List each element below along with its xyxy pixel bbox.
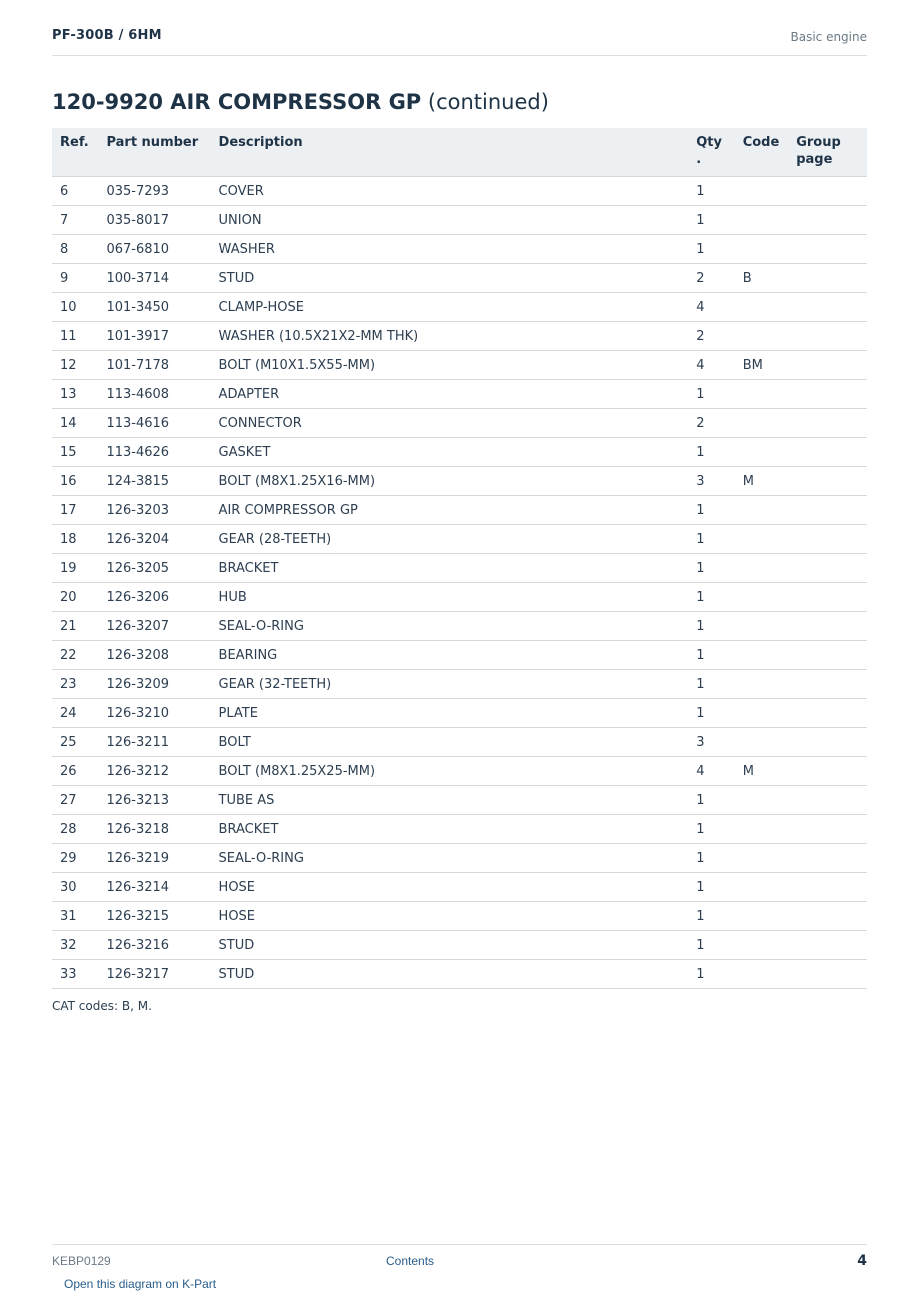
qty-cell: 1 — [688, 873, 734, 902]
group-page-cell — [788, 554, 867, 583]
group-page-cell — [788, 699, 867, 728]
group-page-cell — [788, 902, 867, 931]
ref-cell: 29 — [52, 844, 98, 873]
table-row — [52, 525, 867, 554]
page-footer — [52, 1244, 867, 1301]
part-number-cell: 126-3214 — [98, 873, 210, 902]
code-cell — [735, 206, 789, 235]
code-cell: BM — [735, 351, 789, 380]
page-number: 4 — [857, 1253, 867, 1269]
table-row — [52, 496, 867, 525]
qty-cell: 1 — [688, 786, 734, 815]
ref-cell: 28 — [52, 815, 98, 844]
group-page-cell — [788, 844, 867, 873]
code-cell — [735, 177, 789, 206]
ref-cell: 27 — [52, 786, 98, 815]
description-cell: CONNECTOR — [211, 409, 689, 438]
part-number-cell: 126-3205 — [98, 554, 210, 583]
code-cell — [735, 699, 789, 728]
part-number-cell: 126-3204 — [98, 525, 210, 554]
page-title — [52, 90, 549, 114]
ref-cell: 9 — [52, 264, 98, 293]
part-number-cell: 126-3207 — [98, 612, 210, 641]
description-cell: GEAR (32-TEETH) — [211, 670, 689, 699]
table-row — [52, 902, 867, 931]
table-row — [52, 757, 867, 786]
description-cell: BOLT — [211, 728, 689, 757]
code-cell — [735, 786, 789, 815]
ref-cell: 19 — [52, 554, 98, 583]
code-cell — [735, 235, 789, 264]
description-cell: SEAL-O-RING — [211, 612, 689, 641]
ref-cell: 21 — [52, 612, 98, 641]
ref-cell: 25 — [52, 728, 98, 757]
table-row — [52, 583, 867, 612]
part-number-cell: 113-4608 — [98, 380, 210, 409]
page-title-suffix: (continued) — [421, 90, 549, 114]
group-page-cell — [788, 728, 867, 757]
description-cell: BOLT (M8X1.25X25-MM) — [211, 757, 689, 786]
qty-cell: 1 — [688, 844, 734, 873]
description-cell: BEARING — [211, 641, 689, 670]
qty-cell: 4 — [688, 293, 734, 322]
group-page-cell — [788, 467, 867, 496]
group-page-cell — [788, 815, 867, 844]
part-number-cell: 126-3213 — [98, 786, 210, 815]
table-row — [52, 699, 867, 728]
group-page-cell — [788, 670, 867, 699]
group-page-cell — [788, 380, 867, 409]
qty-cell: 1 — [688, 699, 734, 728]
description-cell: HOSE — [211, 873, 689, 902]
qty-cell: 1 — [688, 235, 734, 264]
group-page-cell — [788, 525, 867, 554]
description-cell: TUBE AS — [211, 786, 689, 815]
table-row — [52, 351, 867, 380]
group-page-cell — [788, 264, 867, 293]
code-cell — [735, 583, 789, 612]
part-number-cell: 126-3203 — [98, 496, 210, 525]
part-number-cell: 035-7293 — [98, 177, 210, 206]
qty-cell: 1 — [688, 641, 734, 670]
ref-cell: 12 — [52, 351, 98, 380]
description-cell: BOLT (M8X1.25X16-MM) — [211, 467, 689, 496]
column-header-qty: Qty . — [688, 128, 734, 177]
code-cell — [735, 728, 789, 757]
group-page-cell — [788, 438, 867, 467]
ref-cell: 8 — [52, 235, 98, 264]
qty-cell: 1 — [688, 206, 734, 235]
code-cell: B — [735, 264, 789, 293]
code-cell — [735, 438, 789, 467]
description-cell: GEAR (28-TEETH) — [211, 525, 689, 554]
qty-cell: 1 — [688, 380, 734, 409]
part-number-cell: 101-7178 — [98, 351, 210, 380]
ref-cell: 22 — [52, 641, 98, 670]
part-number-cell: 113-4626 — [98, 438, 210, 467]
description-cell: WASHER — [211, 235, 689, 264]
model-label: PF-300B / 6HM — [52, 28, 162, 43]
table-row — [52, 380, 867, 409]
group-page-cell — [788, 409, 867, 438]
qty-cell: 1 — [688, 931, 734, 960]
code-cell — [735, 496, 789, 525]
ref-cell: 17 — [52, 496, 98, 525]
description-cell: AIR COMPRESSOR GP — [211, 496, 689, 525]
parts-table-body — [52, 177, 867, 989]
code-cell — [735, 873, 789, 902]
description-cell: GASKET — [211, 438, 689, 467]
description-cell: CLAMP-HOSE — [211, 293, 689, 322]
code-cell — [735, 380, 789, 409]
parts-table — [52, 128, 867, 989]
description-cell: WASHER (10.5X21X2-MM THK) — [211, 322, 689, 351]
table-row — [52, 409, 867, 438]
table-row — [52, 960, 867, 989]
qty-cell: 3 — [688, 467, 734, 496]
ref-cell: 16 — [52, 467, 98, 496]
part-number-cell: 126-3206 — [98, 583, 210, 612]
table-row — [52, 873, 867, 902]
code-cell — [735, 554, 789, 583]
code-cell — [735, 525, 789, 554]
description-cell: PLATE — [211, 699, 689, 728]
code-cell — [735, 815, 789, 844]
table-row — [52, 206, 867, 235]
group-page-cell — [788, 873, 867, 902]
table-row — [52, 264, 867, 293]
part-number-cell: 100-3714 — [98, 264, 210, 293]
ref-cell: 33 — [52, 960, 98, 989]
part-number-cell: 126-3209 — [98, 670, 210, 699]
part-number-cell: 124-3815 — [98, 467, 210, 496]
parts-table-header — [52, 128, 867, 177]
description-cell: HUB — [211, 583, 689, 612]
table-row — [52, 786, 867, 815]
table-row — [52, 322, 867, 351]
description-cell: COVER — [211, 177, 689, 206]
code-cell — [735, 409, 789, 438]
ref-cell: 14 — [52, 409, 98, 438]
code-cell — [735, 612, 789, 641]
open-diagram-link[interactable]: Open this diagram on K-Part — [64, 1277, 217, 1291]
qty-cell: 1 — [688, 177, 734, 206]
table-row — [52, 438, 867, 467]
group-page-cell — [788, 235, 867, 264]
qty-cell: 3 — [688, 728, 734, 757]
ref-cell: 6 — [52, 177, 98, 206]
description-cell: BOLT (M10X1.5X55-MM) — [211, 351, 689, 380]
ref-cell: 18 — [52, 525, 98, 554]
page-title-main: 120-9920 AIR COMPRESSOR GP — [52, 90, 422, 114]
part-number-cell: 126-3208 — [98, 641, 210, 670]
qty-cell: 1 — [688, 902, 734, 931]
qty-cell: 4 — [688, 757, 734, 786]
part-number-cell: 113-4616 — [98, 409, 210, 438]
group-page-cell — [788, 960, 867, 989]
group-page-cell — [788, 641, 867, 670]
table-row — [52, 467, 867, 496]
column-header-ref: Ref. — [52, 128, 98, 177]
description-cell: STUD — [211, 264, 689, 293]
ref-cell: 13 — [52, 380, 98, 409]
ref-cell: 11 — [52, 322, 98, 351]
description-cell: UNION — [211, 206, 689, 235]
page-header — [52, 28, 867, 56]
group-page-cell — [788, 931, 867, 960]
part-number-cell: 126-3215 — [98, 902, 210, 931]
table-row — [52, 670, 867, 699]
qty-cell: 1 — [688, 525, 734, 554]
column-header-group-page: Group page — [788, 128, 867, 177]
qty-cell: 1 — [688, 583, 734, 612]
description-cell: STUD — [211, 931, 689, 960]
contents-link[interactable]: Contents — [386, 1254, 435, 1268]
column-header-description: Description — [211, 128, 689, 177]
qty-cell: 1 — [688, 670, 734, 699]
description-cell: SEAL-O-RING — [211, 844, 689, 873]
qty-cell: 1 — [688, 612, 734, 641]
qty-cell: 2 — [688, 409, 734, 438]
code-cell — [735, 641, 789, 670]
column-header-part-number: Part number — [98, 128, 210, 177]
part-number-cell: 126-3216 — [98, 931, 210, 960]
code-cell: M — [735, 757, 789, 786]
code-cell: M — [735, 467, 789, 496]
code-cell — [735, 931, 789, 960]
part-number-cell: 126-3212 — [98, 757, 210, 786]
description-cell: STUD — [211, 960, 689, 989]
group-page-cell — [788, 496, 867, 525]
table-row — [52, 815, 867, 844]
table-row — [52, 177, 867, 206]
ref-cell: 32 — [52, 931, 98, 960]
ref-cell: 15 — [52, 438, 98, 467]
part-number-cell: 101-3917 — [98, 322, 210, 351]
group-page-cell — [788, 757, 867, 786]
cat-codes-note: CAT codes: B, M. — [52, 999, 152, 1013]
table-row — [52, 612, 867, 641]
qty-cell: 1 — [688, 554, 734, 583]
group-page-cell — [788, 206, 867, 235]
ref-cell: 31 — [52, 902, 98, 931]
group-page-cell — [788, 177, 867, 206]
table-row — [52, 554, 867, 583]
description-cell: BRACKET — [211, 815, 689, 844]
description-cell: HOSE — [211, 902, 689, 931]
code-cell — [735, 322, 789, 351]
qty-cell: 1 — [688, 960, 734, 989]
qty-cell: 2 — [688, 322, 734, 351]
code-cell — [735, 670, 789, 699]
description-cell: BRACKET — [211, 554, 689, 583]
ref-cell: 23 — [52, 670, 98, 699]
group-page-cell — [788, 612, 867, 641]
table-row — [52, 844, 867, 873]
group-page-cell — [788, 786, 867, 815]
part-number-cell: 126-3218 — [98, 815, 210, 844]
part-number-cell: 067-6810 — [98, 235, 210, 264]
ref-cell: 7 — [52, 206, 98, 235]
part-number-cell: 035-8017 — [98, 206, 210, 235]
table-row — [52, 641, 867, 670]
header-row — [52, 128, 867, 177]
document-code: KEBP0129 — [52, 1254, 111, 1268]
group-page-cell — [788, 351, 867, 380]
group-page-cell — [788, 583, 867, 612]
ref-cell: 10 — [52, 293, 98, 322]
qty-cell: 1 — [688, 438, 734, 467]
code-cell — [735, 293, 789, 322]
ref-cell: 30 — [52, 873, 98, 902]
part-number-cell: 101-3450 — [98, 293, 210, 322]
ref-cell: 26 — [52, 757, 98, 786]
code-cell — [735, 902, 789, 931]
part-number-cell: 126-3217 — [98, 960, 210, 989]
qty-cell: 4 — [688, 351, 734, 380]
group-page-cell — [788, 293, 867, 322]
ref-cell: 24 — [52, 699, 98, 728]
table-row — [52, 235, 867, 264]
part-number-cell: 126-3211 — [98, 728, 210, 757]
part-number-cell: 126-3219 — [98, 844, 210, 873]
table-row — [52, 931, 867, 960]
table-row — [52, 293, 867, 322]
column-header-code: Code — [735, 128, 789, 177]
description-cell: ADAPTER — [211, 380, 689, 409]
qty-cell: 1 — [688, 496, 734, 525]
table-row — [52, 728, 867, 757]
qty-cell: 1 — [688, 815, 734, 844]
section-label: Basic engine — [790, 30, 867, 44]
code-cell — [735, 844, 789, 873]
code-cell — [735, 960, 789, 989]
part-number-cell: 126-3210 — [98, 699, 210, 728]
ref-cell: 20 — [52, 583, 98, 612]
qty-cell: 2 — [688, 264, 734, 293]
group-page-cell — [788, 322, 867, 351]
